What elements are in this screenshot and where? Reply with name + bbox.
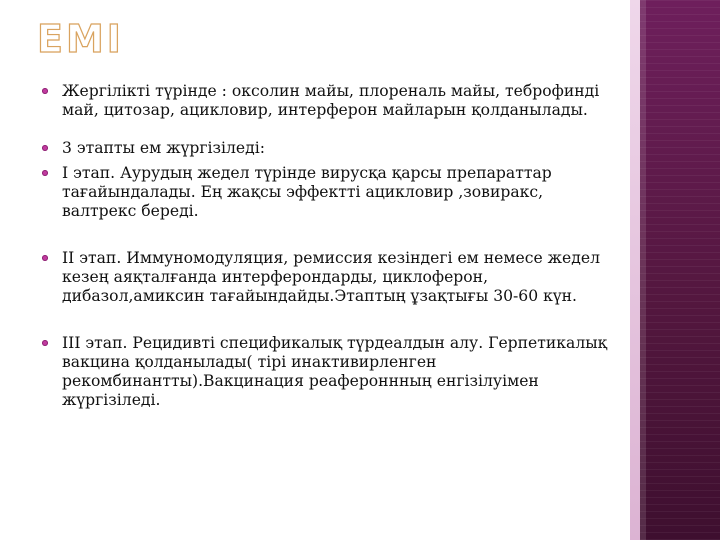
bullet-text: ІІІ этап. Рецидивті спецификалық түрдеалдын алу. Герпетикалық вакцина қолданылады( тірі инактивирленген рекомбинантты).Вакцинация реафероннның енгізілуімен жүргізіледі. [62,334,608,409]
side-strip-light [630,0,640,540]
bullet-item-local-treatment [40,82,620,120]
bullet-item-stage-1 [40,164,620,221]
slide-title: ЕМІ [37,17,124,61]
bullet-dot-icon [42,170,48,176]
bullet-text: І этап. Аурудың жедел түрінде вирусқа қарсы препараттар тағайындалады. Ең жақсы эффектті ацикловир ,зовиракс, валтрекс береді. [62,164,552,220]
bullet-text: ІІ этап. Иммуномодуляция, ремиссия кезіндегі ем немесе жедел кезең аяқталғанда интерферондарды, циклоферон, дибазол,амиксин тағайындайды.Этаптың ұзақтығы 30-60 күн. [62,249,600,305]
bullet-item-stage-3 [40,334,620,410]
bullet-dot-icon [42,145,48,151]
bullet-item-three-stages [40,139,620,158]
bullet-text: 3 этапты ем жүргізіледі: [62,139,266,157]
bullet-list [40,82,620,410]
bullet-item-stage-2 [40,249,620,306]
side-strip-decoration [640,0,720,540]
bullet-dot-icon [42,88,48,94]
bullet-dot-icon [42,255,48,261]
bullet-dot-icon [42,340,48,346]
bullet-text: Жергілікті түрінде : оксолин майы, плореналь майы, теброфинді май, цитозар, ацикловир, интерферон майларын қолданылады. [62,82,600,119]
